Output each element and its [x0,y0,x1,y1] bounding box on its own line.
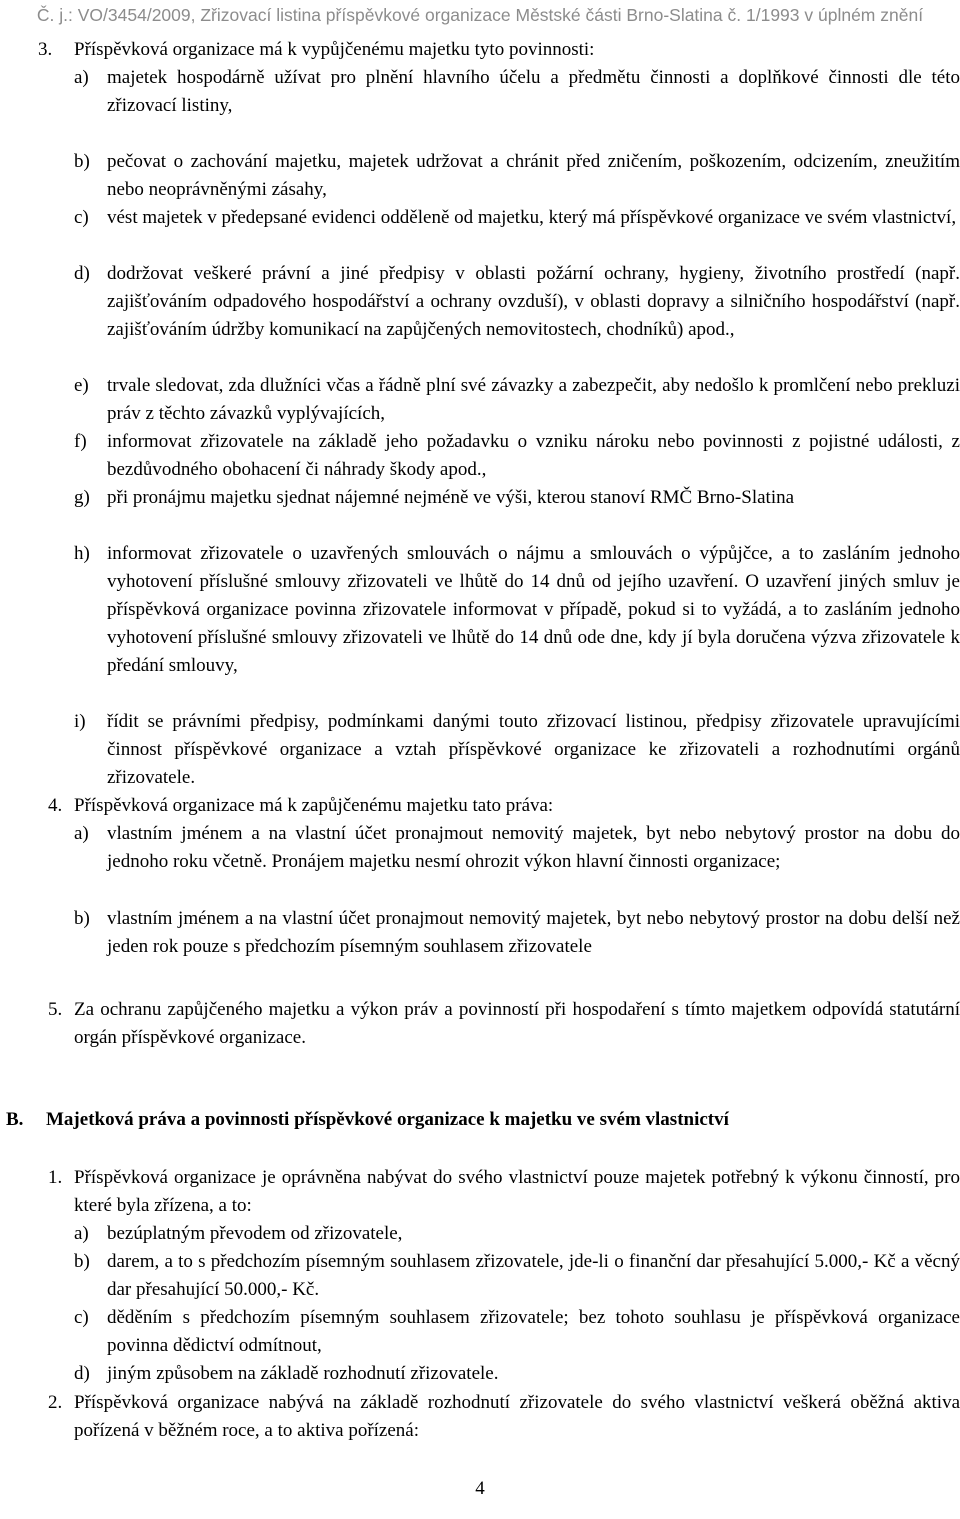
document-header: Č. j.: VO/3454/2009, Zřizovací listina příspěvkové organizace Městské části Brno-Slatina č. 1/1993 v úplném znění [36,5,924,25]
section-b-heading [6,1106,729,1134]
list-item [107,1304,960,1360]
list-item [107,260,960,344]
item-text: při pronájmu majetku sjednat nájemné nejméně ve výši, kterou stanoví RMČ Brno-Slatina [107,487,795,508]
b1-intro: Příspěvková organizace je oprávněna nabývat do svého vlastnictví pouze majetek potřebný k výkonu činností, pro které byla zřízena, a to: [74,1167,960,1216]
section-3-intro: Příspěvková organizace má k vypůjčenému majetku tyto povinnosti: [74,39,595,60]
item-text: děděním s předchozím písemným souhlasem zřizovatele; bez tohoto souhlasu je příspěvková organizace povinna dědictví odmítnout, [107,1307,960,1356]
section-4-number: 4. [48,795,63,816]
list-item [107,708,960,792]
item-label: a) [74,1223,89,1244]
item-text: informovat zřizovatele na základě jeho požadavku o vzniku nároku nebo povinnosti z pojistné události, z bezdůvodného obohacení či náhrady škody apod., [107,431,960,480]
item-label: f) [74,431,87,452]
list-item [107,148,960,204]
section-b-letter: B. [6,1109,24,1130]
section-4-intro: Příspěvková organizace má k zapůjčenému majetku tato práva: [74,795,554,816]
list-item [107,540,960,680]
item-text: vlastním jménem a na vlastní účet pronajmout nemovitý majetek, byt nebo nebytový prostor na dobu do jednoho roku včetně. Pronájem majetku nesmí ohrozit výkon hlavní činnosti organizace; [107,823,960,872]
item-label: a) [74,67,89,88]
section-5-number: 5. [48,999,63,1020]
item-label: c) [74,207,89,228]
item-label: b) [74,1251,90,1272]
list-item [107,64,960,120]
item-text: majetek hospodárně užívat pro plnění hlavního účelu a předmětu činnosti a doplňkové činnosti dle této zřizovací listiny, [107,67,960,116]
page-number: 4 [475,1478,485,1499]
list-item [107,820,960,876]
item-label: d) [74,1363,90,1384]
item-label: a) [74,823,89,844]
section-b-title: Majetková práva a povinnosti příspěvkové organizace k majetku ve svém vlastnictví [46,1109,729,1130]
section-5-text: Za ochranu zapůjčeného majetku a výkon práv a povinností při hospodaření s tímto majetkem odpovídá statutární orgán příspěvkové organizace. [74,999,960,1048]
list-item [107,1220,960,1248]
section-3-number: 3. [38,39,53,60]
item-label: b) [74,151,90,172]
item-text: darem, a to s předchozím písemným souhlasem zřizovatele, jde-li o finanční dar přesahující 5.000,- Kč a věcný dar přesahující 50.000,- Kč. [107,1251,960,1300]
item-text: informovat zřizovatele o uzavřených smlouvách o nájmu a smlouvách o výpůjčce, a to zasláním jednoho vyhotovení příslušné smlouvy zřizovateli ve lhůtě do 14 dnů od jejího uzavření. O uzavření jiných smluv je příspěvková organizace povinna zřizovatele informovat v případě, pokud si to vyžádá, a to zasláním jednoho vyhotovení příslušné smlouvy zřizovateli ve lhůtě do 14 dnů ode dne, kdy jí byla doručena výzva zřizovatele k předání smlouvy, [107,543,960,676]
b2-number: 2. [48,1392,63,1413]
list-item [107,372,960,428]
list-item [107,1360,960,1388]
list-item [107,484,960,512]
item-text: řídit se právními předpisy, podmínkami danými touto zřizovací listinou, předpisy zřizovatele upravujícími činnost příspěvkové organizace a vztah příspěvkové organizace ke zřizovateli a rozhodnutími orgánů zřizovatele. [107,711,960,788]
item-text: bezúplatným převodem od zřizovatele, [107,1223,403,1244]
list-item [107,1248,960,1304]
list-item [107,204,960,232]
item-text: pečovat o zachování majetku, majetek udržovat a chránit před zničením, poškozením, odcizením, zneužitím nebo neoprávněnými zásahy, [107,151,960,200]
item-text: dodržovat veškeré právní a jiné předpisy v oblasti požární ochrany, hygieny, životního prostředí (např. zajišťováním odpadového hospodářství a ochrany ovzduší), v oblasti dopravy a silničního hospodářství (např. zajišťováním údržby komunikací na zapůjčených nemovitostech, chodníků) apod., [107,263,960,340]
list-item [107,905,960,961]
item-label: d) [74,263,90,284]
item-text: trvale sledovat, zda dlužníci včas a řádně plní své závazky a zabezpečit, aby nedošlo k promlčení nebo prekluzi práv z těchto závazků vyplývajících, [107,375,960,424]
item-label: h) [74,543,90,564]
b2-text: Příspěvková organizace nabývá na základě rozhodnutí zřizovatele do svého vlastnictví veškerá oběžná aktiva pořízená v běžném roce, a to aktiva pořízená: [74,1392,960,1441]
list-item [107,428,960,484]
item-label: i) [74,711,86,732]
item-label: g) [74,487,90,508]
item-label: b) [74,908,90,929]
b1-number: 1. [48,1167,63,1188]
item-text: vést majetek v předepsané evidenci odděleně od majetku, který má příspěvkové organizace ve svém vlastnictví, [107,207,957,228]
item-text: jiným způsobem na základě rozhodnutí zřizovatele. [107,1363,499,1384]
item-text: vlastním jménem a na vlastní účet pronajmout nemovitý majetek, byt nebo nebytový prostor na dobu delší než jeden rok pouze s předchozím písemným souhlasem zřizovatele [107,908,960,957]
item-label: e) [74,375,89,396]
item-label: c) [74,1307,89,1328]
